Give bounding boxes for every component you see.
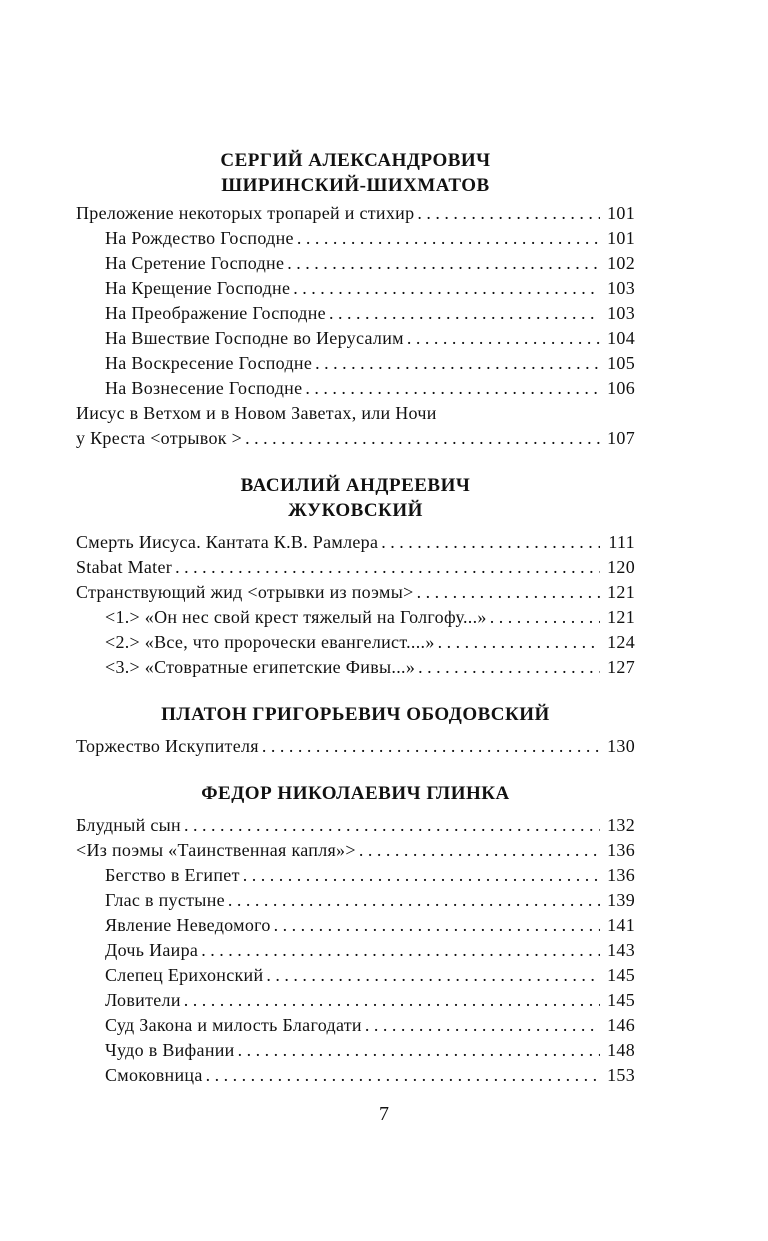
toc-entry-page: 106	[607, 378, 635, 398]
toc-entry-title: На Преображение Господне	[105, 303, 326, 323]
dot-leader	[490, 605, 600, 630]
toc-entry-page: 127	[607, 657, 635, 677]
author-name-line: ЖУКОВСКИЙ	[288, 500, 423, 521]
toc-entry-page: 146	[607, 1015, 635, 1035]
toc-entry-title: Смерть Иисуса. Кантата К.В. Рамлера	[76, 532, 379, 552]
toc-entry-title: Дочь Иаира	[105, 940, 199, 960]
toc-entry[interactable]	[76, 1063, 635, 1088]
toc-entry-page: 111	[608, 532, 635, 552]
toc-entry-title: На Вшествие Господне во Иерусалим	[105, 328, 404, 348]
toc-entry-page: 104	[607, 328, 635, 348]
toc-entry-page: 124	[607, 632, 635, 652]
dot-leader	[184, 988, 600, 1013]
toc-entry[interactable]	[76, 655, 635, 680]
toc-entry-page: 136	[607, 840, 635, 860]
toc-entry-page: 136	[607, 865, 635, 885]
toc-entry-page: 101	[607, 203, 635, 223]
toc-entry[interactable]	[76, 301, 635, 326]
toc-entry[interactable]	[76, 251, 635, 276]
author-name-line: ВАСИЛИЙ АНДРЕЕВИЧ	[240, 475, 471, 496]
dot-leader	[293, 276, 600, 301]
author-heading	[76, 702, 635, 727]
dot-leader	[329, 301, 600, 326]
toc-entry-title: Смоковница	[105, 1065, 203, 1085]
toc-entry-title-line: Иисус в Ветхом и в Новом Заветах, или Ночи	[76, 403, 437, 423]
toc-entry-page: 153	[607, 1065, 635, 1085]
dot-leader	[305, 376, 600, 401]
toc-entry-page: 143	[607, 940, 635, 960]
dot-leader	[266, 963, 600, 988]
dot-leader	[359, 838, 600, 863]
toc-entry-title: у Креста <отрывок >	[76, 428, 243, 448]
dot-leader	[245, 426, 600, 451]
dot-leader	[228, 888, 600, 913]
toc-entry-title: Чудо в Вифании	[105, 1040, 235, 1060]
toc-entry-page: 103	[607, 303, 635, 323]
dot-leader	[407, 326, 600, 351]
toc-entry[interactable]	[76, 530, 635, 555]
dot-leader	[418, 655, 600, 680]
toc-entry-page: 141	[607, 915, 635, 935]
dot-leader	[262, 734, 600, 759]
toc-entry[interactable]	[76, 580, 635, 605]
author-name-line: ПЛАТОН ГРИГОРЬЕВИЧ ОБОДОВСКИЙ	[161, 704, 550, 725]
toc-entry-page: 132	[607, 815, 635, 835]
toc-entry[interactable]	[76, 630, 635, 655]
toc-entry[interactable]	[76, 555, 635, 580]
toc-entry-title: Бегство в Египет	[105, 865, 240, 885]
dot-leader	[274, 913, 600, 938]
toc-entry[interactable]	[76, 838, 635, 863]
toc-entry[interactable]	[76, 734, 635, 759]
toc-entry[interactable]	[76, 938, 635, 963]
toc-entry-page: 121	[607, 607, 635, 627]
dot-leader	[438, 630, 600, 655]
toc-entry[interactable]	[76, 813, 635, 838]
toc-entry-title: <1.> «Он нес свой крест тяжелый на Голгофу...»	[105, 607, 487, 627]
toc-entry[interactable]	[76, 1038, 635, 1063]
toc-entry-title: На Рождество Господне	[105, 228, 294, 248]
toc-entry-page: 101	[607, 228, 635, 248]
toc-entry[interactable]	[76, 426, 635, 451]
toc-entry[interactable]	[76, 201, 635, 226]
toc-entry-page: 121	[607, 582, 635, 602]
dot-leader	[243, 863, 600, 888]
toc-entry-page: 102	[607, 253, 635, 273]
dot-leader	[201, 938, 600, 963]
toc-entry-page: 139	[607, 890, 635, 910]
toc-entry[interactable]	[76, 963, 635, 988]
toc-entry[interactable]	[76, 988, 635, 1013]
toc-entry[interactable]	[76, 326, 635, 351]
toc-entry[interactable]	[76, 913, 635, 938]
toc-entry-title: Stabat Mater	[76, 557, 173, 577]
dot-leader	[184, 813, 600, 838]
toc-entry-title: Торжество Искупителя	[76, 736, 259, 756]
toc-entry[interactable]	[76, 226, 635, 251]
dot-leader	[238, 1038, 600, 1063]
toc-entry-title: <3.> «Стовратные египетские Фивы...»	[105, 657, 416, 677]
dot-leader	[297, 226, 600, 251]
dot-leader	[381, 530, 600, 555]
toc-entry-title: <Из поэмы «Таинственная капля»>	[76, 840, 356, 860]
table-of-contents	[76, 148, 635, 1088]
dot-leader	[315, 351, 600, 376]
toc-entry-title: Ловители	[105, 990, 181, 1010]
author-heading	[76, 473, 635, 523]
toc-entry-page: 105	[607, 353, 635, 373]
author-heading	[76, 781, 635, 806]
toc-entry-title: Преложение некоторых тропарей и стихир	[76, 203, 415, 223]
toc-entry[interactable]	[76, 376, 635, 401]
dot-leader	[417, 580, 600, 605]
page-number: 7	[379, 1103, 389, 1125]
toc-entry-page: 107	[607, 428, 635, 448]
toc-entry[interactable]	[76, 863, 635, 888]
dot-leader	[206, 1063, 600, 1088]
toc-entry-title: Блудный сын	[76, 815, 181, 835]
toc-entry-title: Слепец Ерихонский	[105, 965, 264, 985]
author-name-line: ФЕДОР НИКОЛАЕВИЧ ГЛИНКА	[201, 783, 510, 804]
toc-entry-title: Странствующий жид <отрывки из поэмы>	[76, 582, 414, 602]
author-heading	[76, 148, 635, 198]
toc-entry-title: Явление Неведомого	[105, 915, 271, 935]
toc-entry-title: Суд Закона и милость Благодати	[105, 1015, 362, 1035]
toc-entry-title: На Воскресение Господне	[105, 353, 313, 373]
author-name-line: ШИРИНСКИЙ-ШИХМАТОВ	[221, 175, 490, 196]
toc-entry-title: <2.> «Все, что пророчески евангелист....»	[105, 632, 435, 652]
dot-leader	[175, 555, 600, 580]
toc-entry[interactable]	[76, 888, 635, 913]
toc-entry-page: 120	[607, 557, 635, 577]
dot-leader	[417, 201, 600, 226]
toc-entry-title: На Вознесение Господне	[105, 378, 303, 398]
toc-entry-page: 148	[607, 1040, 635, 1060]
author-name-line: СЕРГИЙ АЛЕКСАНДРОВИЧ	[220, 150, 491, 171]
toc-entry[interactable]	[76, 605, 635, 630]
toc-entry-page: 103	[607, 278, 635, 298]
dot-leader	[365, 1013, 600, 1038]
toc-entry-title: На Сретение Господне	[105, 253, 285, 273]
toc-entry-title: Глас в пустыне	[105, 890, 225, 910]
toc-entry-page: 145	[607, 990, 635, 1010]
toc-entry-page: 130	[607, 736, 635, 756]
toc-entry-title: На Крещение Господне	[105, 278, 291, 298]
dot-leader	[287, 251, 600, 276]
toc-entry[interactable]	[76, 351, 635, 376]
toc-entry-page: 145	[607, 965, 635, 985]
toc-entry[interactable]	[76, 276, 635, 301]
toc-entry[interactable]	[76, 1013, 635, 1038]
